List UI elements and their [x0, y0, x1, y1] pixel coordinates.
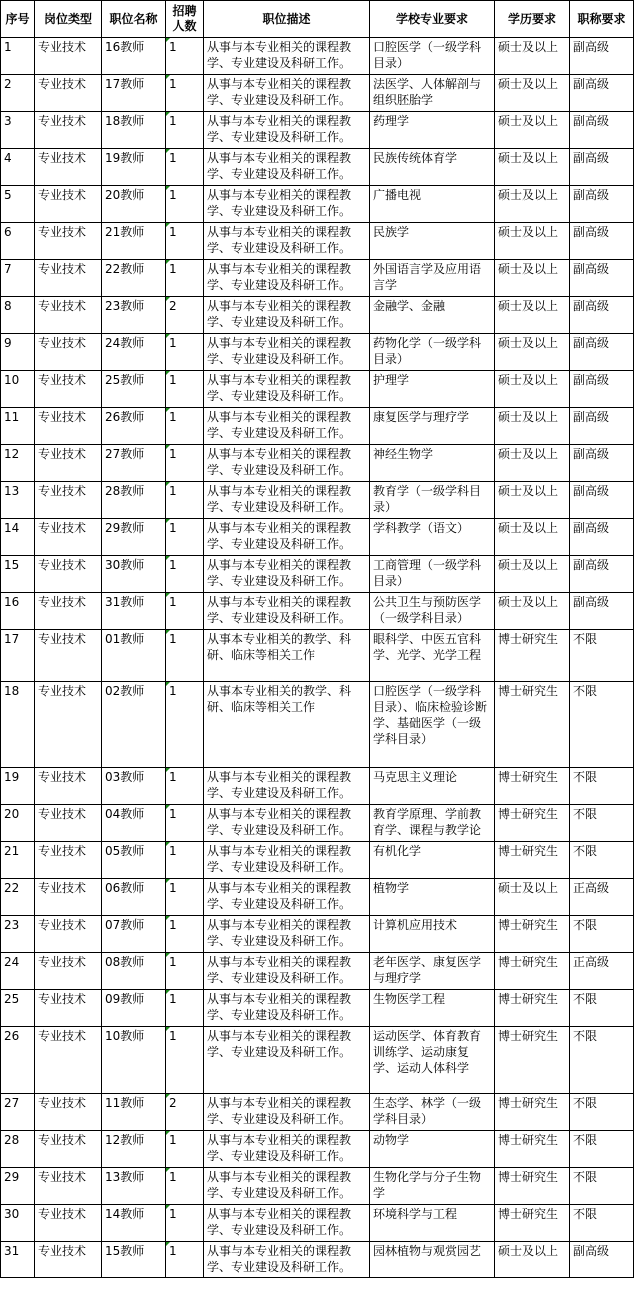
cell-edu: 硕士及以上 [495, 38, 570, 75]
table-row [1, 842, 634, 879]
cell-desc: 从事与本专业相关的课程教学、专业建设及科研工作。 [204, 334, 370, 371]
cell-count: 1 [166, 1168, 204, 1205]
cell-seq: 2 [1, 75, 35, 112]
cell-count: 1 [166, 408, 204, 445]
cell-type: 专业技术 [35, 223, 102, 260]
cell-type: 专业技术 [35, 990, 102, 1027]
cell-name: 29教师 [102, 519, 166, 556]
cell-edu: 硕士及以上 [495, 445, 570, 482]
cell-type: 专业技术 [35, 916, 102, 953]
cell-title: 不限 [570, 805, 634, 842]
cell-count: 1 [166, 149, 204, 186]
cell-desc: 从事本专业相关的教学、科研、临床等相关工作 [204, 682, 370, 768]
cell-count: 1 [166, 482, 204, 519]
cell-count: 2 [166, 1094, 204, 1131]
table-row [1, 630, 634, 682]
cell-desc: 从事与本专业相关的课程教学、专业建设及科研工作。 [204, 223, 370, 260]
cell-title: 不限 [570, 1205, 634, 1242]
header-title: 职称要求 [570, 1, 634, 38]
cell-major: 药理学 [370, 112, 495, 149]
cell-name: 07教师 [102, 916, 166, 953]
cell-name: 06教师 [102, 879, 166, 916]
cell-title: 副高级 [570, 371, 634, 408]
table-body [1, 38, 634, 1278]
cell-seq: 20 [1, 805, 35, 842]
table-row [1, 334, 634, 371]
cell-edu: 博士研究生 [495, 1205, 570, 1242]
cell-seq: 14 [1, 519, 35, 556]
cell-title: 不限 [570, 990, 634, 1027]
cell-major: 运动医学、体育教育训练学、运动康复学、运动人体科学 [370, 1027, 495, 1094]
cell-major: 园林植物与观赏园艺 [370, 1242, 495, 1278]
cell-seq: 21 [1, 842, 35, 879]
cell-major: 神经生物学 [370, 445, 495, 482]
cell-title: 副高级 [570, 112, 634, 149]
cell-title: 副高级 [570, 38, 634, 75]
cell-count: 1 [166, 38, 204, 75]
cell-count: 1 [166, 953, 204, 990]
cell-name: 25教师 [102, 371, 166, 408]
cell-name: 31教师 [102, 593, 166, 630]
cell-major: 马克思主义理论 [370, 768, 495, 805]
cell-count: 1 [166, 75, 204, 112]
cell-name: 02教师 [102, 682, 166, 768]
cell-type: 专业技术 [35, 260, 102, 297]
table-row [1, 593, 634, 630]
cell-title: 副高级 [570, 297, 634, 334]
cell-desc: 从事与本专业相关的课程教学、专业建设及科研工作。 [204, 768, 370, 805]
cell-seq: 25 [1, 990, 35, 1027]
cell-count: 1 [166, 768, 204, 805]
cell-major: 口腔医学（一级学科目录） [370, 38, 495, 75]
cell-name: 21教师 [102, 223, 166, 260]
cell-type: 专业技术 [35, 879, 102, 916]
cell-count: 1 [166, 186, 204, 223]
cell-desc: 从事与本专业相关的课程教学、专业建设及科研工作。 [204, 556, 370, 593]
cell-title: 副高级 [570, 186, 634, 223]
cell-seq: 13 [1, 482, 35, 519]
cell-count: 1 [166, 260, 204, 297]
cell-title: 副高级 [570, 1242, 634, 1278]
table-row [1, 149, 634, 186]
cell-seq: 18 [1, 682, 35, 768]
cell-type: 专业技术 [35, 408, 102, 445]
cell-desc: 从事本专业相关的教学、科研、临床等相关工作 [204, 630, 370, 682]
cell-desc: 从事与本专业相关的课程教学、专业建设及科研工作。 [204, 593, 370, 630]
cell-type: 专业技术 [35, 519, 102, 556]
header-count-line2: 人数 [172, 19, 197, 33]
cell-title: 副高级 [570, 149, 634, 186]
cell-major: 环境科学与工程 [370, 1205, 495, 1242]
cell-name: 15教师 [102, 1242, 166, 1278]
cell-title: 不限 [570, 682, 634, 768]
header-seq: 序号 [1, 1, 35, 38]
cell-count: 1 [166, 990, 204, 1027]
header-major: 学校专业要求 [370, 1, 495, 38]
cell-name: 04教师 [102, 805, 166, 842]
cell-type: 专业技术 [35, 38, 102, 75]
cell-edu: 硕士及以上 [495, 593, 570, 630]
table-row [1, 1205, 634, 1242]
cell-edu: 硕士及以上 [495, 371, 570, 408]
cell-name: 12教师 [102, 1131, 166, 1168]
cell-major: 计算机应用技术 [370, 916, 495, 953]
cell-edu: 硕士及以上 [495, 75, 570, 112]
cell-major: 广播电视 [370, 186, 495, 223]
cell-seq: 5 [1, 186, 35, 223]
cell-seq: 12 [1, 445, 35, 482]
cell-desc: 从事与本专业相关的课程教学、专业建设及科研工作。 [204, 1168, 370, 1205]
table-row [1, 682, 634, 768]
cell-edu: 博士研究生 [495, 630, 570, 682]
cell-desc: 从事与本专业相关的课程教学、专业建设及科研工作。 [204, 1027, 370, 1094]
cell-title: 不限 [570, 916, 634, 953]
cell-desc: 从事与本专业相关的课程教学、专业建设及科研工作。 [204, 1094, 370, 1131]
cell-desc: 从事与本专业相关的课程教学、专业建设及科研工作。 [204, 297, 370, 334]
cell-seq: 27 [1, 1094, 35, 1131]
cell-desc: 从事与本专业相关的课程教学、专业建设及科研工作。 [204, 842, 370, 879]
cell-title: 副高级 [570, 482, 634, 519]
cell-name: 20教师 [102, 186, 166, 223]
cell-major: 眼科学、中医五官科学、光学、光学工程 [370, 630, 495, 682]
cell-seq: 9 [1, 334, 35, 371]
cell-seq: 10 [1, 371, 35, 408]
cell-desc: 从事与本专业相关的课程教学、专业建设及科研工作。 [204, 805, 370, 842]
cell-major: 护理学 [370, 371, 495, 408]
cell-name: 03教师 [102, 768, 166, 805]
cell-desc: 从事与本专业相关的课程教学、专业建设及科研工作。 [204, 408, 370, 445]
cell-name: 08教师 [102, 953, 166, 990]
cell-seq: 22 [1, 879, 35, 916]
cell-major: 工商管理（一级学科目录） [370, 556, 495, 593]
table-row [1, 1027, 634, 1094]
cell-title: 正高级 [570, 879, 634, 916]
table-row [1, 445, 634, 482]
cell-name: 17教师 [102, 75, 166, 112]
cell-title: 副高级 [570, 260, 634, 297]
cell-major: 教育学原理、学前教育学、课程与教学论 [370, 805, 495, 842]
cell-count: 1 [166, 805, 204, 842]
cell-type: 专业技术 [35, 482, 102, 519]
cell-major: 口腔医学（一级学科目录）、临床检验诊断学、基础医学（一级学科目录） [370, 682, 495, 768]
header-count [166, 1, 204, 38]
cell-desc: 从事与本专业相关的课程教学、专业建设及科研工作。 [204, 186, 370, 223]
cell-name: 23教师 [102, 297, 166, 334]
cell-count: 1 [166, 1027, 204, 1094]
table-row [1, 482, 634, 519]
cell-name: 13教师 [102, 1168, 166, 1205]
cell-type: 专业技术 [35, 1094, 102, 1131]
cell-desc: 从事与本专业相关的课程教学、专业建设及科研工作。 [204, 990, 370, 1027]
cell-seq: 11 [1, 408, 35, 445]
cell-count: 1 [166, 556, 204, 593]
cell-major: 生物化学与分子生物学 [370, 1168, 495, 1205]
cell-seq: 1 [1, 38, 35, 75]
cell-edu: 博士研究生 [495, 1131, 570, 1168]
table-row [1, 112, 634, 149]
cell-count: 1 [166, 519, 204, 556]
table-row [1, 556, 634, 593]
cell-title: 不限 [570, 842, 634, 879]
cell-type: 专业技术 [35, 768, 102, 805]
cell-edu: 硕士及以上 [495, 297, 570, 334]
cell-count: 1 [166, 223, 204, 260]
cell-count: 1 [166, 682, 204, 768]
cell-desc: 从事与本专业相关的课程教学、专业建设及科研工作。 [204, 112, 370, 149]
table-row [1, 371, 634, 408]
table-row [1, 260, 634, 297]
cell-edu: 硕士及以上 [495, 112, 570, 149]
cell-desc: 从事与本专业相关的课程教学、专业建设及科研工作。 [204, 879, 370, 916]
cell-title: 不限 [570, 768, 634, 805]
cell-major: 民族学 [370, 223, 495, 260]
cell-edu: 硕士及以上 [495, 482, 570, 519]
cell-edu: 博士研究生 [495, 1094, 570, 1131]
cell-name: 14教师 [102, 1205, 166, 1242]
cell-seq: 6 [1, 223, 35, 260]
table-row [1, 1094, 634, 1131]
cell-seq: 16 [1, 593, 35, 630]
cell-seq: 8 [1, 297, 35, 334]
cell-name: 26教师 [102, 408, 166, 445]
cell-name: 01教师 [102, 630, 166, 682]
cell-seq: 19 [1, 768, 35, 805]
cell-title: 正高级 [570, 953, 634, 990]
header-count-line1: 招聘 [172, 4, 197, 18]
cell-major: 生态学、林学（一级学科目录） [370, 1094, 495, 1131]
table-row [1, 990, 634, 1027]
cell-edu: 博士研究生 [495, 990, 570, 1027]
cell-seq: 29 [1, 1168, 35, 1205]
cell-desc: 从事与本专业相关的课程教学、专业建设及科研工作。 [204, 75, 370, 112]
cell-name: 10教师 [102, 1027, 166, 1094]
cell-type: 专业技术 [35, 297, 102, 334]
cell-count: 1 [166, 1205, 204, 1242]
cell-major: 外国语言学及应用语言学 [370, 260, 495, 297]
cell-type: 专业技术 [35, 1205, 102, 1242]
table-row [1, 75, 634, 112]
cell-type: 专业技术 [35, 445, 102, 482]
cell-desc: 从事与本专业相关的课程教学、专业建设及科研工作。 [204, 1242, 370, 1278]
table-row [1, 879, 634, 916]
cell-desc: 从事与本专业相关的课程教学、专业建设及科研工作。 [204, 519, 370, 556]
cell-type: 专业技术 [35, 334, 102, 371]
cell-count: 1 [166, 842, 204, 879]
cell-count: 1 [166, 334, 204, 371]
cell-title: 副高级 [570, 223, 634, 260]
cell-seq: 31 [1, 1242, 35, 1278]
table-row [1, 519, 634, 556]
cell-desc: 从事与本专业相关的课程教学、专业建设及科研工作。 [204, 953, 370, 990]
cell-desc: 从事与本专业相关的课程教学、专业建设及科研工作。 [204, 149, 370, 186]
cell-type: 专业技术 [35, 953, 102, 990]
cell-count: 1 [166, 630, 204, 682]
cell-name: 05教师 [102, 842, 166, 879]
cell-edu: 博士研究生 [495, 842, 570, 879]
header-name: 职位名称 [102, 1, 166, 38]
cell-title: 副高级 [570, 408, 634, 445]
cell-major: 有机化学 [370, 842, 495, 879]
cell-major: 康复医学与理疗学 [370, 408, 495, 445]
cell-count: 1 [166, 112, 204, 149]
cell-name: 11教师 [102, 1094, 166, 1131]
header-type: 岗位类型 [35, 1, 102, 38]
table-row [1, 768, 634, 805]
header-row [1, 1, 634, 38]
cell-type: 专业技术 [35, 805, 102, 842]
cell-major: 法医学、人体解剖与组织胚胎学 [370, 75, 495, 112]
cell-title: 不限 [570, 1131, 634, 1168]
cell-title: 副高级 [570, 556, 634, 593]
cell-name: 28教师 [102, 482, 166, 519]
cell-name: 19教师 [102, 149, 166, 186]
cell-edu: 博士研究生 [495, 805, 570, 842]
cell-count: 1 [166, 445, 204, 482]
table-row [1, 916, 634, 953]
cell-major: 民族传统体育学 [370, 149, 495, 186]
cell-name: 24教师 [102, 334, 166, 371]
cell-type: 专业技术 [35, 593, 102, 630]
cell-major: 教育学（一级学科目录） [370, 482, 495, 519]
cell-count: 1 [166, 916, 204, 953]
cell-name: 16教师 [102, 38, 166, 75]
cell-major: 公共卫生与预防医学（一级学科目录） [370, 593, 495, 630]
cell-type: 专业技术 [35, 371, 102, 408]
cell-edu: 博士研究生 [495, 1027, 570, 1094]
cell-edu: 硕士及以上 [495, 879, 570, 916]
cell-title: 副高级 [570, 334, 634, 371]
cell-edu: 硕士及以上 [495, 556, 570, 593]
cell-edu: 硕士及以上 [495, 334, 570, 371]
cell-seq: 26 [1, 1027, 35, 1094]
header-edu: 学历要求 [495, 1, 570, 38]
cell-edu: 博士研究生 [495, 768, 570, 805]
cell-seq: 15 [1, 556, 35, 593]
cell-type: 专业技术 [35, 186, 102, 223]
cell-desc: 从事与本专业相关的课程教学、专业建设及科研工作。 [204, 38, 370, 75]
cell-title: 不限 [570, 1168, 634, 1205]
cell-type: 专业技术 [35, 75, 102, 112]
table-row [1, 953, 634, 990]
table-row [1, 408, 634, 445]
cell-type: 专业技术 [35, 556, 102, 593]
cell-major: 金融学、金融 [370, 297, 495, 334]
cell-title: 副高级 [570, 593, 634, 630]
cell-edu: 博士研究生 [495, 682, 570, 768]
cell-title: 不限 [570, 1094, 634, 1131]
cell-edu: 硕士及以上 [495, 223, 570, 260]
cell-name: 09教师 [102, 990, 166, 1027]
cell-edu: 硕士及以上 [495, 149, 570, 186]
table-row [1, 38, 634, 75]
cell-edu: 博士研究生 [495, 916, 570, 953]
cell-desc: 从事与本专业相关的课程教学、专业建设及科研工作。 [204, 260, 370, 297]
cell-major: 学科教学（语文） [370, 519, 495, 556]
cell-seq: 4 [1, 149, 35, 186]
cell-name: 18教师 [102, 112, 166, 149]
cell-count: 2 [166, 297, 204, 334]
cell-seq: 28 [1, 1131, 35, 1168]
cell-major: 生物医学工程 [370, 990, 495, 1027]
cell-edu: 硕士及以上 [495, 186, 570, 223]
cell-count: 1 [166, 593, 204, 630]
cell-type: 专业技术 [35, 1131, 102, 1168]
cell-count: 1 [166, 1242, 204, 1278]
table-row [1, 1131, 634, 1168]
cell-desc: 从事与本专业相关的课程教学、专业建设及科研工作。 [204, 482, 370, 519]
cell-title: 副高级 [570, 75, 634, 112]
header-desc: 职位描述 [204, 1, 370, 38]
cell-type: 专业技术 [35, 1168, 102, 1205]
cell-name: 30教师 [102, 556, 166, 593]
cell-name: 27教师 [102, 445, 166, 482]
cell-edu: 硕士及以上 [495, 260, 570, 297]
cell-desc: 从事与本专业相关的课程教学、专业建设及科研工作。 [204, 371, 370, 408]
table-row [1, 297, 634, 334]
cell-desc: 从事与本专业相关的课程教学、专业建设及科研工作。 [204, 445, 370, 482]
cell-title: 不限 [570, 1027, 634, 1094]
cell-title: 不限 [570, 630, 634, 682]
cell-type: 专业技术 [35, 1242, 102, 1278]
cell-type: 专业技术 [35, 630, 102, 682]
table-row [1, 805, 634, 842]
table-row [1, 1168, 634, 1205]
cell-seq: 30 [1, 1205, 35, 1242]
cell-major: 老年医学、康复医学与理疗学 [370, 953, 495, 990]
cell-seq: 3 [1, 112, 35, 149]
cell-type: 专业技术 [35, 112, 102, 149]
cell-major: 植物学 [370, 879, 495, 916]
cell-desc: 从事与本专业相关的课程教学、专业建设及科研工作。 [204, 1131, 370, 1168]
cell-seq: 7 [1, 260, 35, 297]
cell-edu: 硕士及以上 [495, 1242, 570, 1278]
cell-type: 专业技术 [35, 149, 102, 186]
cell-edu: 博士研究生 [495, 953, 570, 990]
cell-seq: 23 [1, 916, 35, 953]
cell-seq: 17 [1, 630, 35, 682]
cell-edu: 硕士及以上 [495, 408, 570, 445]
cell-edu: 硕士及以上 [495, 519, 570, 556]
table-row [1, 223, 634, 260]
cell-name: 22教师 [102, 260, 166, 297]
cell-count: 1 [166, 1131, 204, 1168]
table-row [1, 1242, 634, 1278]
cell-seq: 24 [1, 953, 35, 990]
cell-type: 专业技术 [35, 1027, 102, 1094]
cell-title: 副高级 [570, 519, 634, 556]
cell-desc: 从事与本专业相关的课程教学、专业建设及科研工作。 [204, 1205, 370, 1242]
cell-major: 动物学 [370, 1131, 495, 1168]
cell-count: 1 [166, 371, 204, 408]
table-row [1, 186, 634, 223]
cell-type: 专业技术 [35, 682, 102, 768]
cell-title: 副高级 [570, 445, 634, 482]
cell-type: 专业技术 [35, 842, 102, 879]
cell-major: 药物化学（一级学科目录） [370, 334, 495, 371]
cell-desc: 从事与本专业相关的课程教学、专业建设及科研工作。 [204, 916, 370, 953]
cell-count: 1 [166, 879, 204, 916]
cell-edu: 博士研究生 [495, 1168, 570, 1205]
